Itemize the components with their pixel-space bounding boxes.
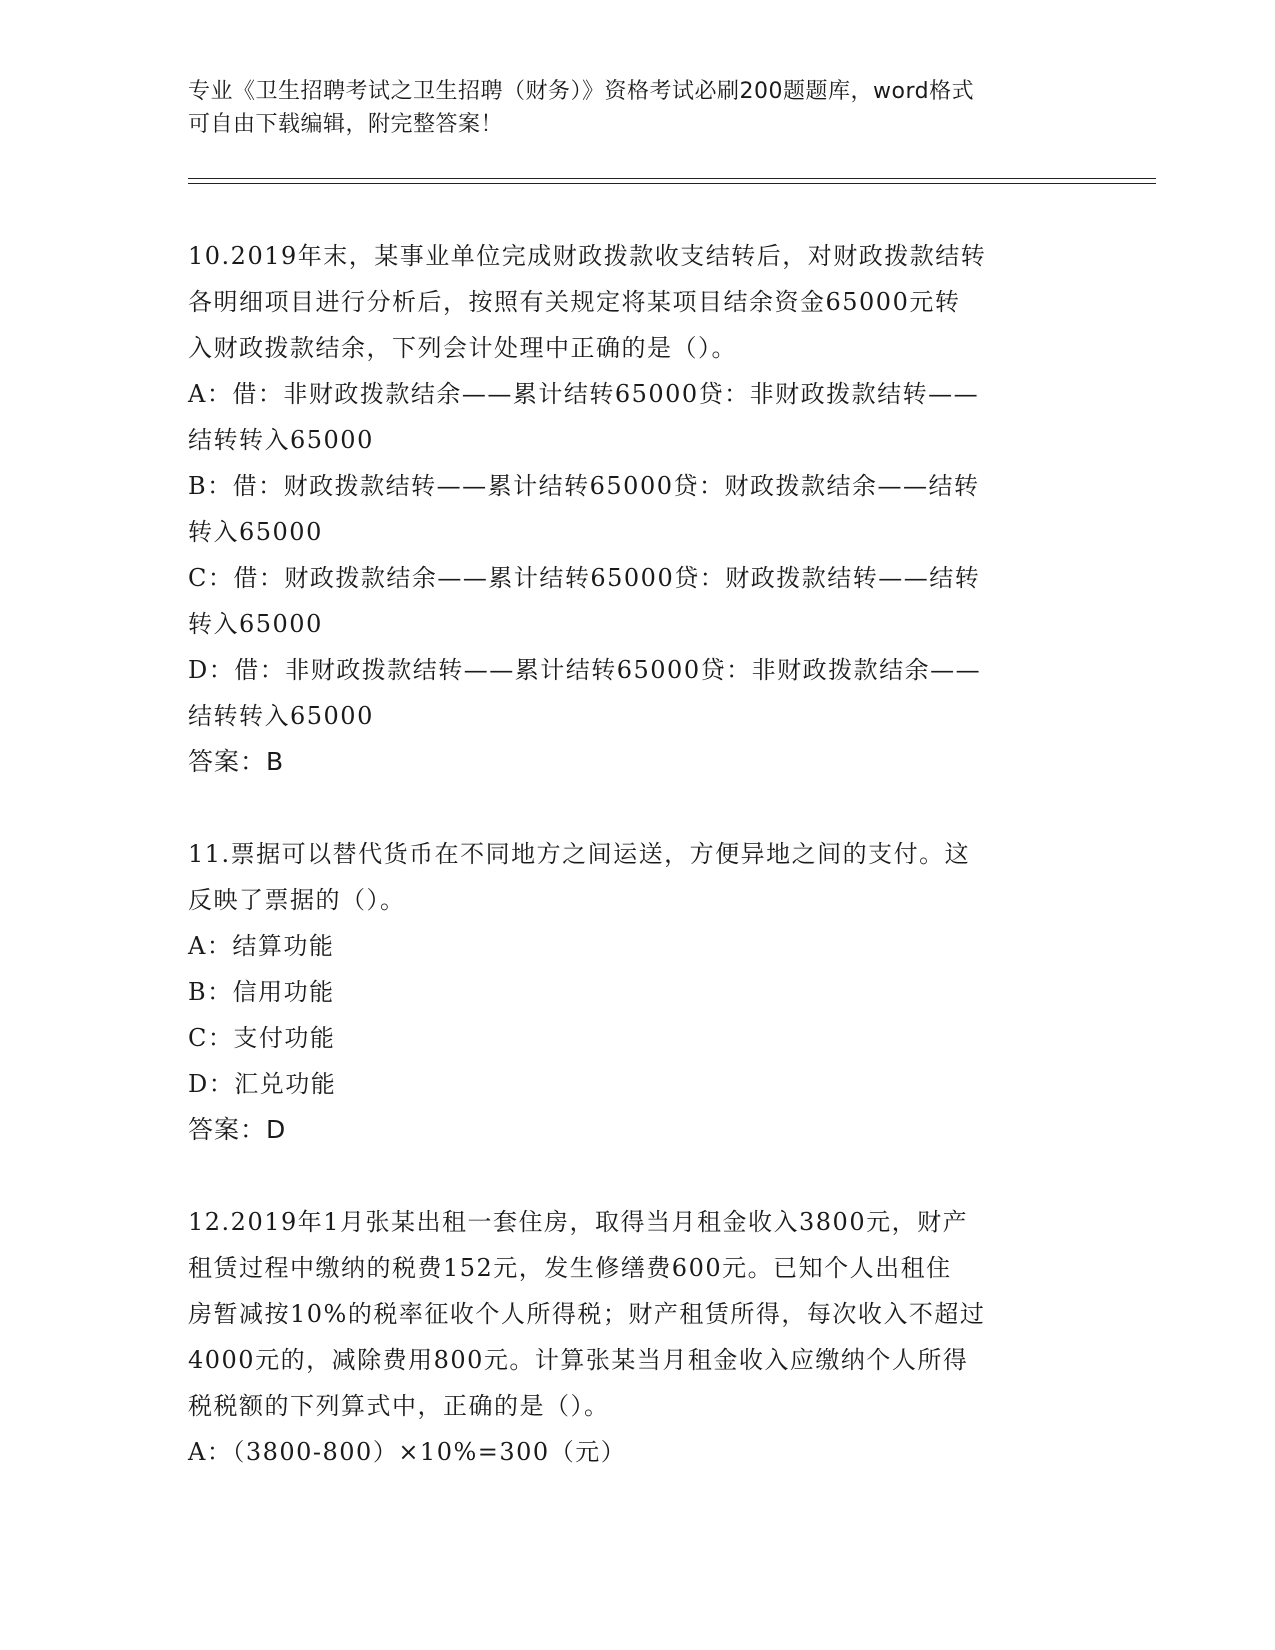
question-12 [188, 1199, 1088, 1475]
question-11 [188, 831, 1088, 1153]
header-line: 专业《卫生招聘考试之卫生招聘（财务）》资格考试必刷200题题库，word格式 [188, 79, 975, 104]
document-header [188, 75, 1088, 141]
option-d-line: 结转转入65000 [188, 702, 374, 730]
option-c-line: C：借：财政拨款结余——累计结转65000贷：财政拨款结转——结转 [188, 564, 981, 592]
option-d-line: D：汇兑功能 [188, 1070, 337, 1098]
question-stem-line: 10.2019年末，某事业单位完成财政拨款收支结转后，对财政拨款结转 [188, 242, 987, 270]
option-b-line: 转入65000 [188, 518, 323, 546]
option-b-line: B：借：财政拨款结转——累计结转65000贷：财政拨款结余——结转 [188, 472, 980, 500]
header-line: 可自由下载编辑，附完整答案！ [188, 112, 504, 137]
option-a-line: A：结算功能 [188, 932, 335, 960]
question-stem-line: 税税额的下列算式中，正确的是（）。 [188, 1392, 610, 1420]
question-stem-line: 各明细项目进行分析后，按照有关规定将某项目结余资金65000元转 [188, 288, 961, 316]
question-stem-line: 房暂减按10%的税率征收个人所得税；财产租赁所得，每次收入不超过 [188, 1300, 986, 1328]
question-stem-line: 租赁过程中缴纳的税费152元，发生修缮费600元。已知个人出租住 [188, 1254, 952, 1282]
option-a-line: 结转转入65000 [188, 426, 374, 454]
header-divider-top [188, 178, 1156, 179]
question-stem-line: 4000元的，减除费用800元。计算张某当月租金收入应缴纳个人所得 [188, 1346, 969, 1374]
header-divider-bottom [188, 183, 1156, 184]
option-c-line: C：支付功能 [188, 1024, 336, 1052]
question-stem-line: 入财政拨款结余，下列会计处理中正确的是（）。 [188, 334, 737, 362]
option-b-line: B：信用功能 [188, 978, 335, 1006]
question-stem-line: 11.票据可以替代货币在不同地方之间运送，方便异地之间的支付。这 [188, 840, 971, 868]
option-a-line: A：借：非财政拨款结余——累计结转65000贷：非财政拨款结转—— [188, 380, 980, 408]
question-list [188, 233, 1088, 1475]
option-c-line: 转入65000 [188, 610, 323, 638]
question-stem-line: 12.2019年1月张某出租一套住房，取得当月租金收入3800元，财产 [188, 1208, 969, 1236]
question-10 [188, 233, 1088, 785]
question-stem-line: 反映了票据的（）。 [188, 886, 406, 914]
answer-label: 答案：B [188, 747, 285, 776]
answer-label: 答案：D [188, 1115, 287, 1144]
option-a-line: A：（3800-800）×10%=300（元） [188, 1438, 627, 1466]
option-d-line: D：借：非财政拨款结转——累计结转65000贷：非财政拨款结余—— [188, 656, 982, 684]
